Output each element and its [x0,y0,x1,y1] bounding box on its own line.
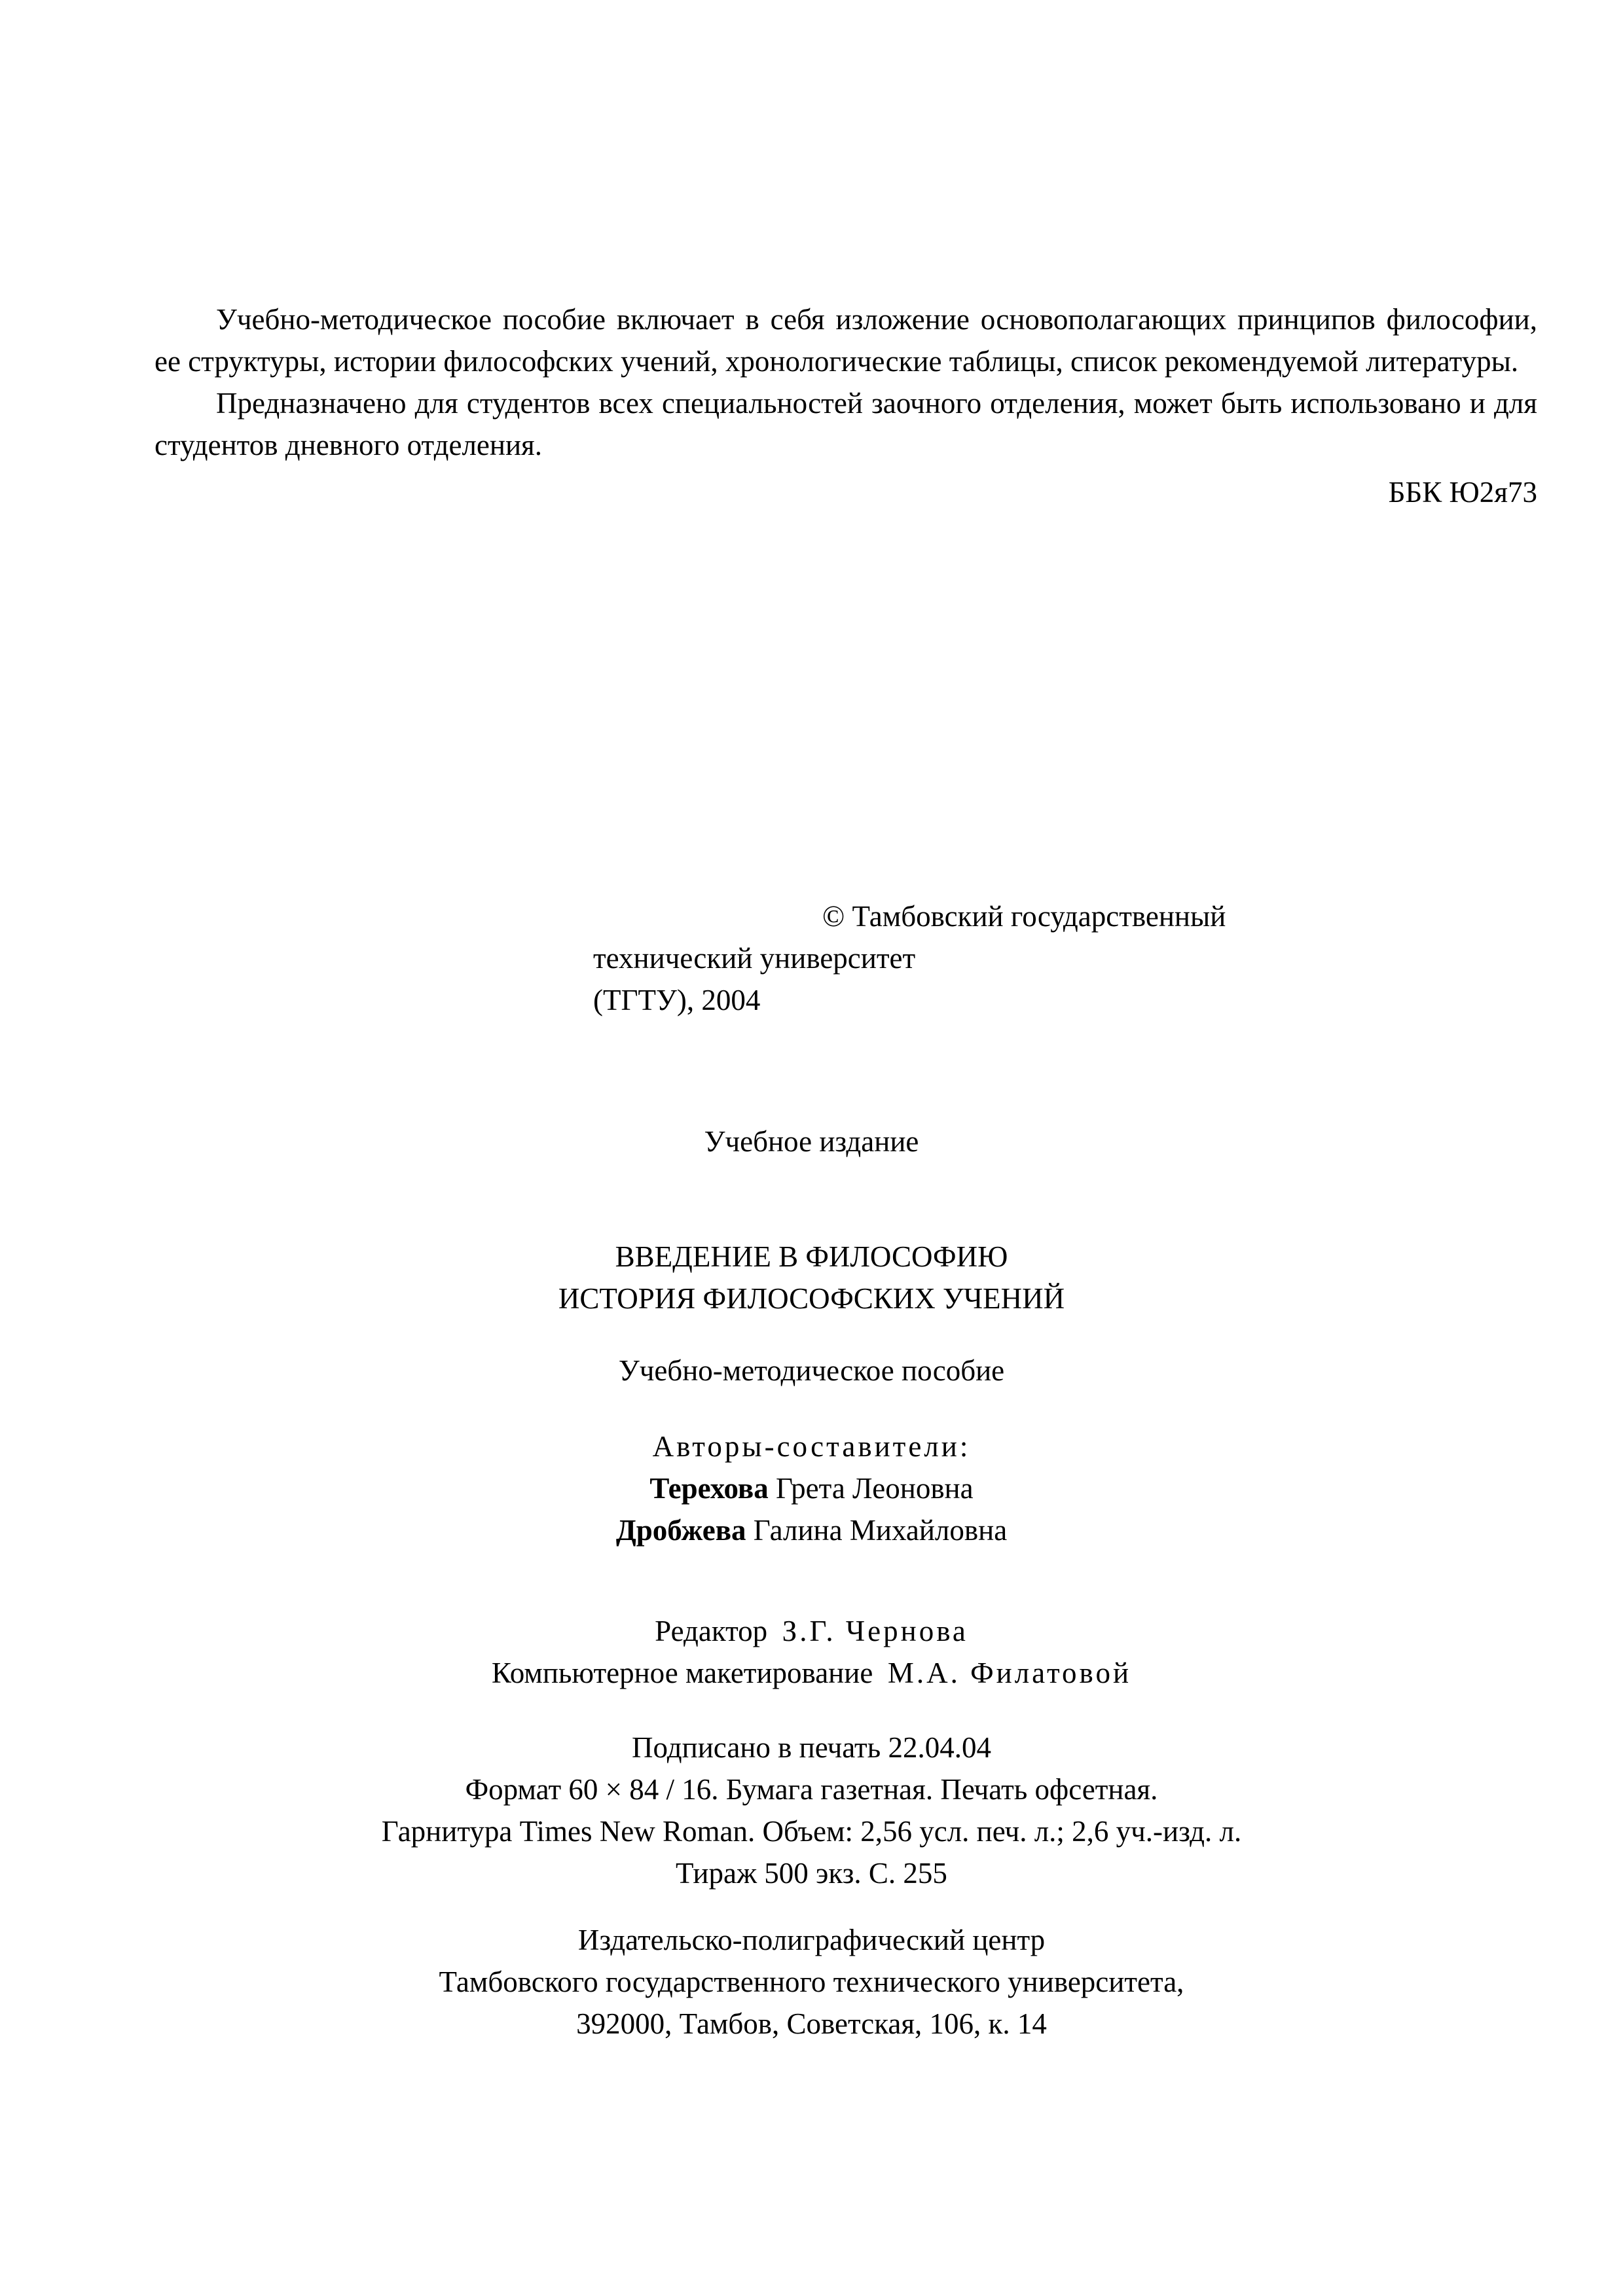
annotation-block [155,298,1537,513]
layout-label: Компьютерное макетирование [491,1657,873,1689]
annotation-paragraph-1: Учебно-методическое пособие включает в себя изложение основополагающих принципов философии, ее структуры, истории философских учений, хронологические таблицы, список рекомендуемой литературы. [155,303,1537,378]
title-line-1: ВВЕДЕНИЕ В ФИЛОСОФИЮ [615,1240,1008,1273]
layout-line [0,1652,1623,1694]
bbk-code: ББК Ю2я73 [1388,476,1537,509]
copyright-line-3: (ТГТУ), 2004 [593,984,761,1016]
annotation-paragraph-2: Предназначено для студентов всех специальностей заочного отделения, может быть использовано и для студентов дневного отделения. [155,387,1537,461]
print-details [0,1727,1623,1894]
authors-label: Авторы-составители: [652,1430,971,1463]
publisher-line-2: Тамбовского государственного технического университета, [439,1965,1184,1998]
publisher-line-1: Издательско-полиграфический центр [577,1924,1046,1956]
author-1-surname: Терехова [649,1472,769,1505]
book-title [0,1236,1623,1319]
typeface-line: Гарнитура Times New Roman. Объем: 2,56 усл. печ. л.; 2,6 уч.-изд. л. [381,1815,1242,1848]
format-line: Формат 60 × 84 / 16. Бумага газетная. Печать офсетная. [465,1773,1158,1806]
signed-date: Подписано в печать 22.04.04 [632,1731,991,1764]
copyright-line-1: © Тамбовский государственный [822,900,1226,933]
author-1 [0,1467,1623,1509]
author-2-surname: Дробжева [615,1514,746,1547]
edition-type: Учебное издание [704,1125,919,1158]
copyright-block [593,895,1313,1021]
editor-name: З.Г. Чернова [782,1615,968,1647]
book-subtitle: Учебно-методическое пособие [618,1354,1005,1387]
author-1-name: Грета Леоновна [775,1472,974,1505]
editorial-credits [0,1610,1623,1694]
editor-line [0,1610,1623,1652]
copyright-line-2: технический университет [593,942,916,975]
author-2 [0,1509,1623,1551]
layout-name: М.А. Филатовой [887,1657,1132,1689]
print-run: Тираж 500 экз. С. 255 [676,1857,947,1890]
publisher-line-3: 392000, Тамбов, Советская, 106, к. 14 [576,2007,1047,2040]
author-2-name: Галина Михайловна [753,1514,1008,1547]
authors-block [0,1426,1623,1551]
publisher-block [0,1919,1623,2045]
editor-label: Редактор [655,1615,768,1647]
title-line-2: ИСТОРИЯ ФИЛОСОФСКИХ УЧЕНИЙ [558,1282,1065,1315]
